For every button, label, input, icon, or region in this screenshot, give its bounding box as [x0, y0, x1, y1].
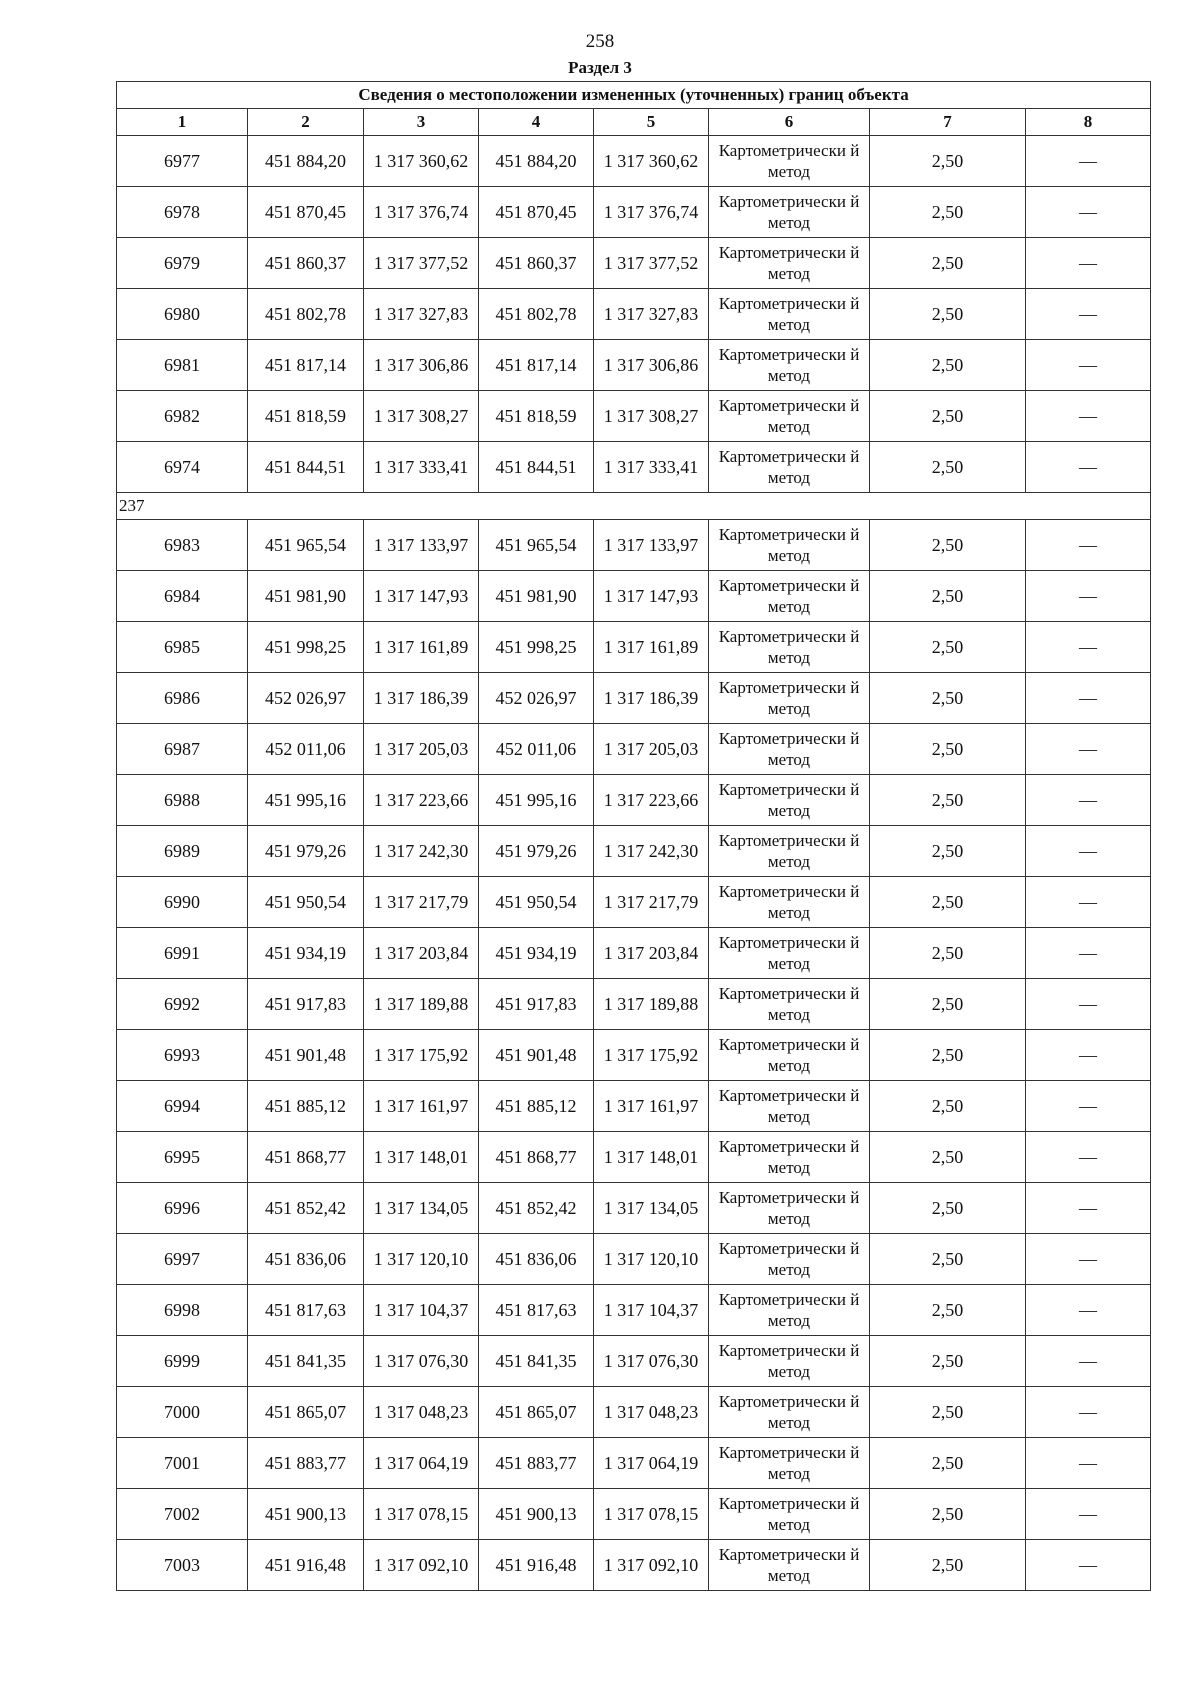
cell-y-new: 1 317 242,30 — [594, 826, 709, 877]
cell-y-old: 1 317 308,27 — [364, 391, 479, 442]
cell-y-old: 1 317 377,52 — [364, 238, 479, 289]
cell-x-new: 451 836,06 — [479, 1234, 594, 1285]
section-title: Раздел 3 — [568, 58, 632, 77]
column-number-5: 5 — [594, 109, 709, 136]
cell-y-old: 1 317 242,30 — [364, 826, 479, 877]
cell-x-new: 451 883,77 — [479, 1438, 594, 1489]
coordinates-table — [116, 81, 1151, 1591]
cell-point-number: 6990 — [117, 877, 248, 928]
cell-description: — — [1026, 1489, 1151, 1540]
cell-accuracy: 2,50 — [870, 1132, 1026, 1183]
cell-description: — — [1026, 520, 1151, 571]
cell-description: — — [1026, 1183, 1151, 1234]
cell-x-old: 451 841,35 — [248, 1336, 364, 1387]
cell-description: — — [1026, 928, 1151, 979]
cell-y-new: 1 317 360,62 — [594, 136, 709, 187]
cell-x-old: 451 916,48 — [248, 1540, 364, 1591]
cell-y-old: 1 317 376,74 — [364, 187, 479, 238]
table-row — [117, 1030, 1151, 1081]
cell-accuracy: 2,50 — [870, 391, 1026, 442]
contour-group-row — [117, 493, 1151, 520]
cell-y-old: 1 317 217,79 — [364, 877, 479, 928]
table-row — [117, 1132, 1151, 1183]
cell-description: — — [1026, 1132, 1151, 1183]
table-row — [117, 1489, 1151, 1540]
cell-point-number: 6978 — [117, 187, 248, 238]
cell-x-old: 451 981,90 — [248, 571, 364, 622]
cell-accuracy: 2,50 — [870, 1438, 1026, 1489]
cell-y-new: 1 317 148,01 — [594, 1132, 709, 1183]
cell-x-old: 451 844,51 — [248, 442, 364, 493]
cell-y-old: 1 317 048,23 — [364, 1387, 479, 1438]
cell-method: Картометрически й метод — [709, 1183, 870, 1234]
cell-accuracy: 2,50 — [870, 1081, 1026, 1132]
cell-x-new: 452 026,97 — [479, 673, 594, 724]
cell-y-old: 1 317 134,05 — [364, 1183, 479, 1234]
cell-point-number: 6999 — [117, 1336, 248, 1387]
table-row — [117, 724, 1151, 775]
cell-method: Картометрически й метод — [709, 1285, 870, 1336]
cell-y-new: 1 317 308,27 — [594, 391, 709, 442]
table-row — [117, 877, 1151, 928]
cell-x-old: 451 818,59 — [248, 391, 364, 442]
cell-method: Картометрически й метод — [709, 1489, 870, 1540]
cell-y-new: 1 317 306,86 — [594, 340, 709, 391]
cell-method: Картометрически й метод — [709, 928, 870, 979]
cell-y-new: 1 317 078,15 — [594, 1489, 709, 1540]
cell-point-number: 6980 — [117, 289, 248, 340]
table-row — [117, 391, 1151, 442]
cell-y-old: 1 317 133,97 — [364, 520, 479, 571]
cell-point-number: 6995 — [117, 1132, 248, 1183]
cell-x-new: 452 011,06 — [479, 724, 594, 775]
cell-y-new: 1 317 161,89 — [594, 622, 709, 673]
cell-method: Картометрически й метод — [709, 979, 870, 1030]
cell-y-old: 1 317 360,62 — [364, 136, 479, 187]
table-row — [117, 442, 1151, 493]
cell-method: Картометрически й метод — [709, 238, 870, 289]
table-row — [117, 622, 1151, 673]
cell-accuracy: 2,50 — [870, 1540, 1026, 1591]
cell-point-number: 6997 — [117, 1234, 248, 1285]
cell-x-old: 451 900,13 — [248, 1489, 364, 1540]
cell-point-number: 6979 — [117, 238, 248, 289]
table-row — [117, 826, 1151, 877]
cell-x-new: 451 868,77 — [479, 1132, 594, 1183]
cell-x-old: 451 885,12 — [248, 1081, 364, 1132]
cell-x-new: 451 884,20 — [479, 136, 594, 187]
cell-accuracy: 2,50 — [870, 520, 1026, 571]
cell-y-new: 1 317 175,92 — [594, 1030, 709, 1081]
cell-y-new: 1 317 217,79 — [594, 877, 709, 928]
cell-y-old: 1 317 064,19 — [364, 1438, 479, 1489]
cell-point-number: 6974 — [117, 442, 248, 493]
cell-y-old: 1 317 186,39 — [364, 673, 479, 724]
cell-y-old: 1 317 223,66 — [364, 775, 479, 826]
table-row — [117, 289, 1151, 340]
cell-x-old: 451 917,83 — [248, 979, 364, 1030]
column-number-8: 8 — [1026, 109, 1151, 136]
cell-point-number: 6998 — [117, 1285, 248, 1336]
cell-method: Картометрически й метод — [709, 1438, 870, 1489]
cell-y-new: 1 317 223,66 — [594, 775, 709, 826]
cell-x-old: 451 995,16 — [248, 775, 364, 826]
cell-x-old: 452 026,97 — [248, 673, 364, 724]
cell-method: Картометрически й метод — [709, 1387, 870, 1438]
cell-y-new: 1 317 133,97 — [594, 520, 709, 571]
cell-accuracy: 2,50 — [870, 289, 1026, 340]
cell-method: Картометрически й метод — [709, 391, 870, 442]
cell-method: Картометрически й метод — [709, 289, 870, 340]
cell-method: Картометрически й метод — [709, 442, 870, 493]
cell-accuracy: 2,50 — [870, 1285, 1026, 1336]
table-row — [117, 775, 1151, 826]
cell-method: Картометрически й метод — [709, 1030, 870, 1081]
cell-description: — — [1026, 1438, 1151, 1489]
cell-method: Картометрически й метод — [709, 775, 870, 826]
cell-y-old: 1 317 104,37 — [364, 1285, 479, 1336]
table-row — [117, 979, 1151, 1030]
cell-x-new: 451 950,54 — [479, 877, 594, 928]
cell-x-new: 451 852,42 — [479, 1183, 594, 1234]
cell-method: Картометрически й метод — [709, 877, 870, 928]
cell-description: — — [1026, 724, 1151, 775]
cell-method: Картометрически й метод — [709, 826, 870, 877]
cell-method: Картометрически й метод — [709, 622, 870, 673]
cell-y-new: 1 317 161,97 — [594, 1081, 709, 1132]
cell-description: — — [1026, 979, 1151, 1030]
cell-x-new: 451 901,48 — [479, 1030, 594, 1081]
cell-x-new: 451 916,48 — [479, 1540, 594, 1591]
cell-description: — — [1026, 1081, 1151, 1132]
page-number: 258 — [585, 31, 615, 52]
cell-y-new: 1 317 048,23 — [594, 1387, 709, 1438]
cell-y-new: 1 317 333,41 — [594, 442, 709, 493]
cell-description: — — [1026, 340, 1151, 391]
cell-accuracy: 2,50 — [870, 1234, 1026, 1285]
cell-method: Картометрически й метод — [709, 1081, 870, 1132]
cell-accuracy: 2,50 — [870, 1183, 1026, 1234]
cell-x-new: 451 870,45 — [479, 187, 594, 238]
table-row — [117, 136, 1151, 187]
cell-method: Картометрически й метод — [709, 1336, 870, 1387]
cell-accuracy: 2,50 — [870, 826, 1026, 877]
cell-y-old: 1 317 076,30 — [364, 1336, 479, 1387]
cell-accuracy: 2,50 — [870, 571, 1026, 622]
cell-x-old: 451 934,19 — [248, 928, 364, 979]
table-row — [117, 1183, 1151, 1234]
cell-x-old: 451 870,45 — [248, 187, 364, 238]
cell-x-new: 451 965,54 — [479, 520, 594, 571]
column-number-6: 6 — [709, 109, 870, 136]
cell-x-old: 451 852,42 — [248, 1183, 364, 1234]
cell-accuracy: 2,50 — [870, 340, 1026, 391]
table-row — [117, 238, 1151, 289]
cell-accuracy: 2,50 — [870, 1336, 1026, 1387]
cell-method: Картометрически й метод — [709, 1132, 870, 1183]
cell-description: — — [1026, 1030, 1151, 1081]
cell-y-new: 1 317 076,30 — [594, 1336, 709, 1387]
cell-accuracy: 2,50 — [870, 622, 1026, 673]
cell-x-new: 451 900,13 — [479, 1489, 594, 1540]
table-row — [117, 1234, 1151, 1285]
cell-x-new: 451 865,07 — [479, 1387, 594, 1438]
cell-method: Картометрически й метод — [709, 187, 870, 238]
cell-method: Картометрически й метод — [709, 1234, 870, 1285]
cell-point-number: 6981 — [117, 340, 248, 391]
table-row — [117, 928, 1151, 979]
table-row — [117, 1387, 1151, 1438]
cell-y-old: 1 317 327,83 — [364, 289, 479, 340]
cell-point-number: 6989 — [117, 826, 248, 877]
table-row — [117, 1336, 1151, 1387]
cell-x-old: 452 011,06 — [248, 724, 364, 775]
cell-point-number: 6982 — [117, 391, 248, 442]
cell-point-number: 6994 — [117, 1081, 248, 1132]
cell-point-number: 6986 — [117, 673, 248, 724]
cell-y-new: 1 317 376,74 — [594, 187, 709, 238]
cell-y-old: 1 317 333,41 — [364, 442, 479, 493]
cell-y-old: 1 317 078,15 — [364, 1489, 479, 1540]
cell-y-new: 1 317 064,19 — [594, 1438, 709, 1489]
cell-method: Картометрически й метод — [709, 1540, 870, 1591]
cell-description: — — [1026, 877, 1151, 928]
cell-x-new: 451 818,59 — [479, 391, 594, 442]
cell-description: — — [1026, 1387, 1151, 1438]
cell-y-old: 1 317 148,01 — [364, 1132, 479, 1183]
cell-method: Картометрически й метод — [709, 520, 870, 571]
cell-point-number: 6992 — [117, 979, 248, 1030]
cell-point-number: 6984 — [117, 571, 248, 622]
cell-y-new: 1 317 104,37 — [594, 1285, 709, 1336]
column-number-1: 1 — [117, 109, 248, 136]
cell-x-old: 451 979,26 — [248, 826, 364, 877]
cell-y-old: 1 317 175,92 — [364, 1030, 479, 1081]
cell-accuracy: 2,50 — [870, 442, 1026, 493]
cell-point-number: 7002 — [117, 1489, 248, 1540]
cell-accuracy: 2,50 — [870, 673, 1026, 724]
cell-x-old: 451 860,37 — [248, 238, 364, 289]
cell-y-old: 1 317 205,03 — [364, 724, 479, 775]
cell-accuracy: 2,50 — [870, 238, 1026, 289]
cell-description: — — [1026, 571, 1151, 622]
cell-x-old: 451 836,06 — [248, 1234, 364, 1285]
cell-y-new: 1 317 186,39 — [594, 673, 709, 724]
cell-accuracy: 2,50 — [870, 1030, 1026, 1081]
cell-x-old: 451 817,63 — [248, 1285, 364, 1336]
table-row — [117, 1540, 1151, 1591]
table-row — [117, 1438, 1151, 1489]
cell-x-new: 451 995,16 — [479, 775, 594, 826]
cell-description: — — [1026, 289, 1151, 340]
cell-y-new: 1 317 134,05 — [594, 1183, 709, 1234]
cell-x-old: 451 965,54 — [248, 520, 364, 571]
column-number-4: 4 — [479, 109, 594, 136]
table-row — [117, 1285, 1151, 1336]
cell-x-old: 451 802,78 — [248, 289, 364, 340]
cell-x-old: 451 883,77 — [248, 1438, 364, 1489]
table-row — [117, 1081, 1151, 1132]
cell-y-old: 1 317 120,10 — [364, 1234, 479, 1285]
cell-description: — — [1026, 622, 1151, 673]
cell-point-number: 7000 — [117, 1387, 248, 1438]
cell-x-old: 451 950,54 — [248, 877, 364, 928]
column-number-3: 3 — [364, 109, 479, 136]
cell-description: — — [1026, 442, 1151, 493]
cell-accuracy: 2,50 — [870, 775, 1026, 826]
cell-method: Картометрически й метод — [709, 571, 870, 622]
cell-y-new: 1 317 189,88 — [594, 979, 709, 1030]
cell-x-new: 451 981,90 — [479, 571, 594, 622]
cell-y-new: 1 317 120,10 — [594, 1234, 709, 1285]
cell-accuracy: 2,50 — [870, 877, 1026, 928]
cell-y-new: 1 317 327,83 — [594, 289, 709, 340]
cell-point-number: 6977 — [117, 136, 248, 187]
cell-y-new: 1 317 205,03 — [594, 724, 709, 775]
table-caption: Сведения о местоположении измененных (уточненных) границ объекта — [117, 82, 1151, 109]
cell-description: — — [1026, 673, 1151, 724]
cell-x-old: 451 868,77 — [248, 1132, 364, 1183]
cell-description: — — [1026, 187, 1151, 238]
cell-description: — — [1026, 1540, 1151, 1591]
cell-x-new: 451 844,51 — [479, 442, 594, 493]
cell-method: Картометрически й метод — [709, 724, 870, 775]
cell-y-old: 1 317 161,97 — [364, 1081, 479, 1132]
table-body — [117, 136, 1151, 1591]
cell-point-number: 6988 — [117, 775, 248, 826]
contour-number: 237 — [117, 493, 1151, 520]
cell-accuracy: 2,50 — [870, 724, 1026, 775]
cell-x-new: 451 841,35 — [479, 1336, 594, 1387]
cell-accuracy: 2,50 — [870, 136, 1026, 187]
cell-y-new: 1 317 203,84 — [594, 928, 709, 979]
cell-x-new: 451 860,37 — [479, 238, 594, 289]
cell-description: — — [1026, 1234, 1151, 1285]
cell-x-new: 451 979,26 — [479, 826, 594, 877]
cell-point-number: 6996 — [117, 1183, 248, 1234]
cell-point-number: 7003 — [117, 1540, 248, 1591]
cell-x-old: 451 817,14 — [248, 340, 364, 391]
cell-y-old: 1 317 147,93 — [364, 571, 479, 622]
cell-x-new: 451 998,25 — [479, 622, 594, 673]
cell-description: — — [1026, 1336, 1151, 1387]
cell-method: Картометрически й метод — [709, 340, 870, 391]
cell-description: — — [1026, 136, 1151, 187]
cell-y-old: 1 317 306,86 — [364, 340, 479, 391]
cell-y-old: 1 317 189,88 — [364, 979, 479, 1030]
cell-y-new: 1 317 147,93 — [594, 571, 709, 622]
cell-x-old: 451 998,25 — [248, 622, 364, 673]
cell-method: Картометрически й метод — [709, 136, 870, 187]
cell-point-number: 6987 — [117, 724, 248, 775]
cell-accuracy: 2,50 — [870, 1489, 1026, 1540]
cell-x-new: 451 885,12 — [479, 1081, 594, 1132]
cell-point-number: 6993 — [117, 1030, 248, 1081]
cell-x-old: 451 865,07 — [248, 1387, 364, 1438]
cell-x-new: 451 934,19 — [479, 928, 594, 979]
column-number-7: 7 — [870, 109, 1026, 136]
cell-x-new: 451 817,14 — [479, 340, 594, 391]
cell-y-old: 1 317 203,84 — [364, 928, 479, 979]
cell-description: — — [1026, 1285, 1151, 1336]
cell-point-number: 6991 — [117, 928, 248, 979]
cell-y-old: 1 317 161,89 — [364, 622, 479, 673]
cell-description: — — [1026, 775, 1151, 826]
cell-x-old: 451 884,20 — [248, 136, 364, 187]
table-row — [117, 571, 1151, 622]
column-number-2: 2 — [248, 109, 364, 136]
table-row — [117, 187, 1151, 238]
cell-description: — — [1026, 391, 1151, 442]
cell-y-old: 1 317 092,10 — [364, 1540, 479, 1591]
cell-accuracy: 2,50 — [870, 1387, 1026, 1438]
cell-accuracy: 2,50 — [870, 187, 1026, 238]
cell-x-new: 451 817,63 — [479, 1285, 594, 1336]
cell-x-old: 451 901,48 — [248, 1030, 364, 1081]
cell-point-number: 7001 — [117, 1438, 248, 1489]
table-row — [117, 520, 1151, 571]
cell-point-number: 6983 — [117, 520, 248, 571]
cell-y-new: 1 317 377,52 — [594, 238, 709, 289]
table-row — [117, 673, 1151, 724]
cell-description: — — [1026, 238, 1151, 289]
cell-y-new: 1 317 092,10 — [594, 1540, 709, 1591]
table-row — [117, 340, 1151, 391]
cell-x-new: 451 917,83 — [479, 979, 594, 1030]
cell-accuracy: 2,50 — [870, 979, 1026, 1030]
cell-method: Картометрически й метод — [709, 673, 870, 724]
cell-point-number: 6985 — [117, 622, 248, 673]
cell-description: — — [1026, 826, 1151, 877]
cell-accuracy: 2,50 — [870, 928, 1026, 979]
cell-x-new: 451 802,78 — [479, 289, 594, 340]
